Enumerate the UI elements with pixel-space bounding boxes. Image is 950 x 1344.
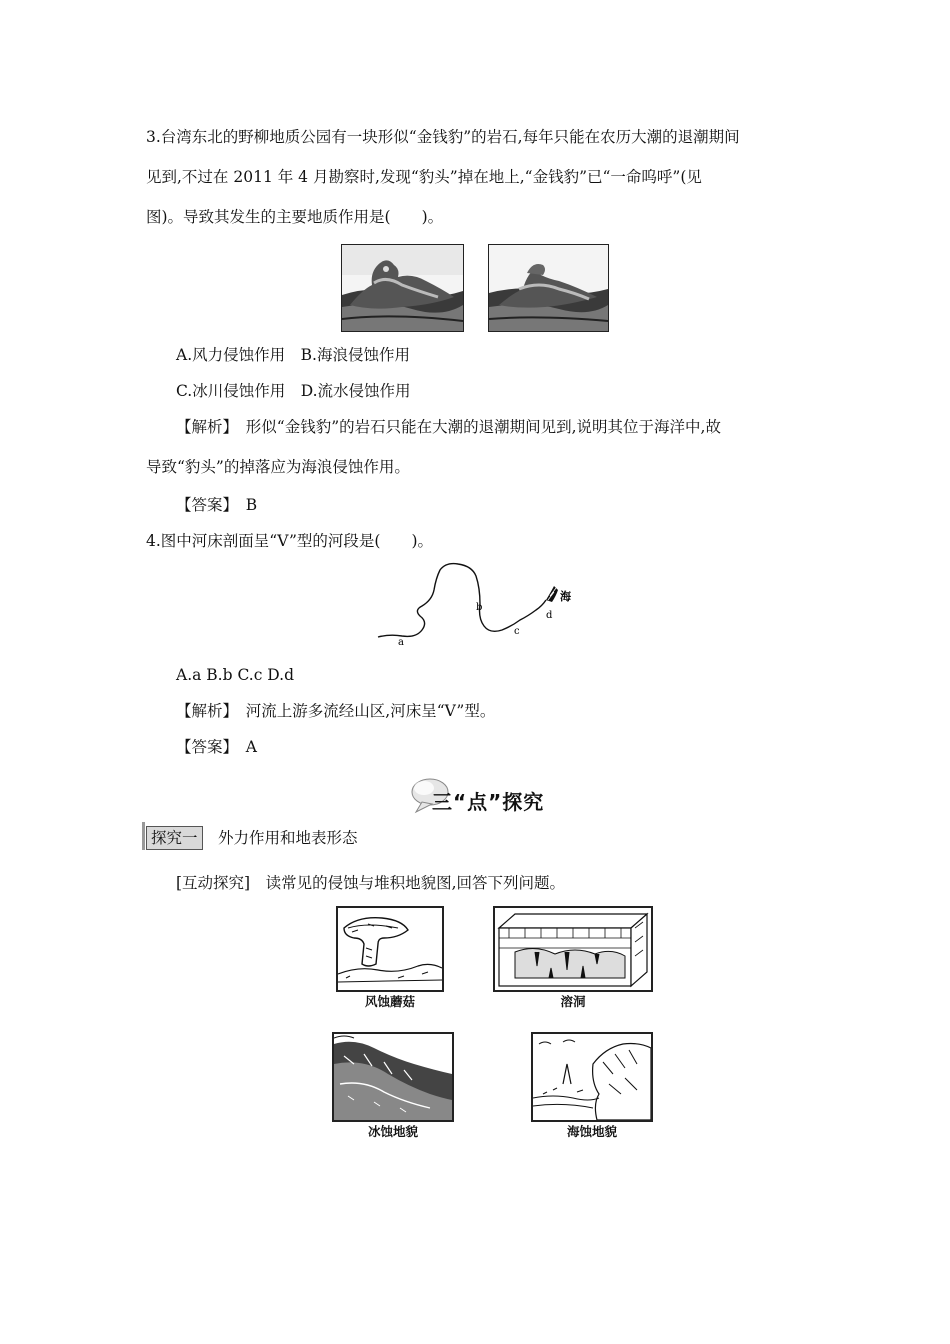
- q3-analysis-text: 形似“金钱豹”的岩石只能在大潮的退潮期间见到,说明其位于海洋中,故: [245, 418, 721, 436]
- label-a: a: [398, 637, 404, 648]
- label-d: d: [546, 610, 553, 621]
- analysis-tag: 【解析】: [176, 418, 231, 436]
- glacial-erosion-illustration: [332, 1032, 454, 1122]
- q3-answer-line: [176, 494, 257, 516]
- q4-answer-line: [176, 736, 257, 758]
- interactive-tag: [互动探究]: [176, 874, 251, 892]
- label-sea: 海: [560, 590, 571, 603]
- q4-analysis-text: 河流上游多流经山区,河床呈“V”型。: [245, 702, 496, 720]
- caption-glacial-erosion: 冰蚀地貌: [367, 1124, 418, 1139]
- label-b: b: [476, 602, 483, 613]
- q4-answer: A: [245, 738, 257, 756]
- explore-title: 外力作用和地表形态: [218, 829, 358, 847]
- caption-karst-cave: 溶洞: [560, 994, 586, 1009]
- label-c: c: [514, 626, 520, 637]
- q3-analysis-line2: 导致“豹头”的掉落应为海浪侵蚀作用。: [146, 458, 410, 476]
- caption-marine-erosion: 海蚀地貌: [566, 1124, 617, 1139]
- q3-stem-line1: 3.台湾东北的野柳地质公园有一块形似“金钱豹”的岩石,每年只能在农历大潮的退潮期间: [146, 128, 740, 146]
- wind-mushroom-illustration: [336, 906, 444, 992]
- q4-stem: 4.图中河床剖面呈“V”型的河段是( )。: [146, 532, 433, 550]
- interactive-line: [176, 872, 565, 894]
- explore-marker: [142, 822, 145, 850]
- q3-answer: B: [245, 496, 258, 514]
- q3-options-line1: A.风力侵蚀作用 B.海浪侵蚀作用: [176, 346, 410, 364]
- analysis-tag: 【解析】: [176, 702, 231, 720]
- leopard-rock-before-photo: [341, 244, 464, 332]
- section-title: 三“点”探究: [432, 790, 545, 814]
- q3-stem-line3: 图)。导致其发生的主要地质作用是( )。: [146, 208, 444, 226]
- interactive-text: 读常见的侵蚀与堆积地貌图,回答下列问题。: [265, 874, 566, 892]
- river-course-map: [376, 560, 586, 650]
- leopard-rock-after-photo: [488, 244, 609, 332]
- q3-options-line2: C.冰川侵蚀作用 D.流水侵蚀作用: [176, 382, 411, 400]
- q3-stem-line2: 见到,不过在 2011 年 4 月勘察时,发现“豹头”掉在地上,“金钱豹”已“一命呜呼”(见: [146, 168, 702, 186]
- marine-erosion-illustration: [531, 1032, 653, 1122]
- caption-wind-mushroom: 风蚀蘑菇: [364, 994, 415, 1009]
- q4-analysis-line: [176, 700, 495, 722]
- answer-tag: 【答案】: [176, 496, 231, 514]
- answer-tag: 【答案】: [176, 738, 231, 756]
- karst-cave-illustration: [493, 906, 653, 992]
- explore-label: 探究一: [146, 826, 203, 850]
- q3-analysis-line1: [176, 416, 721, 438]
- q4-options: A.a B.b C.c D.d: [176, 666, 295, 684]
